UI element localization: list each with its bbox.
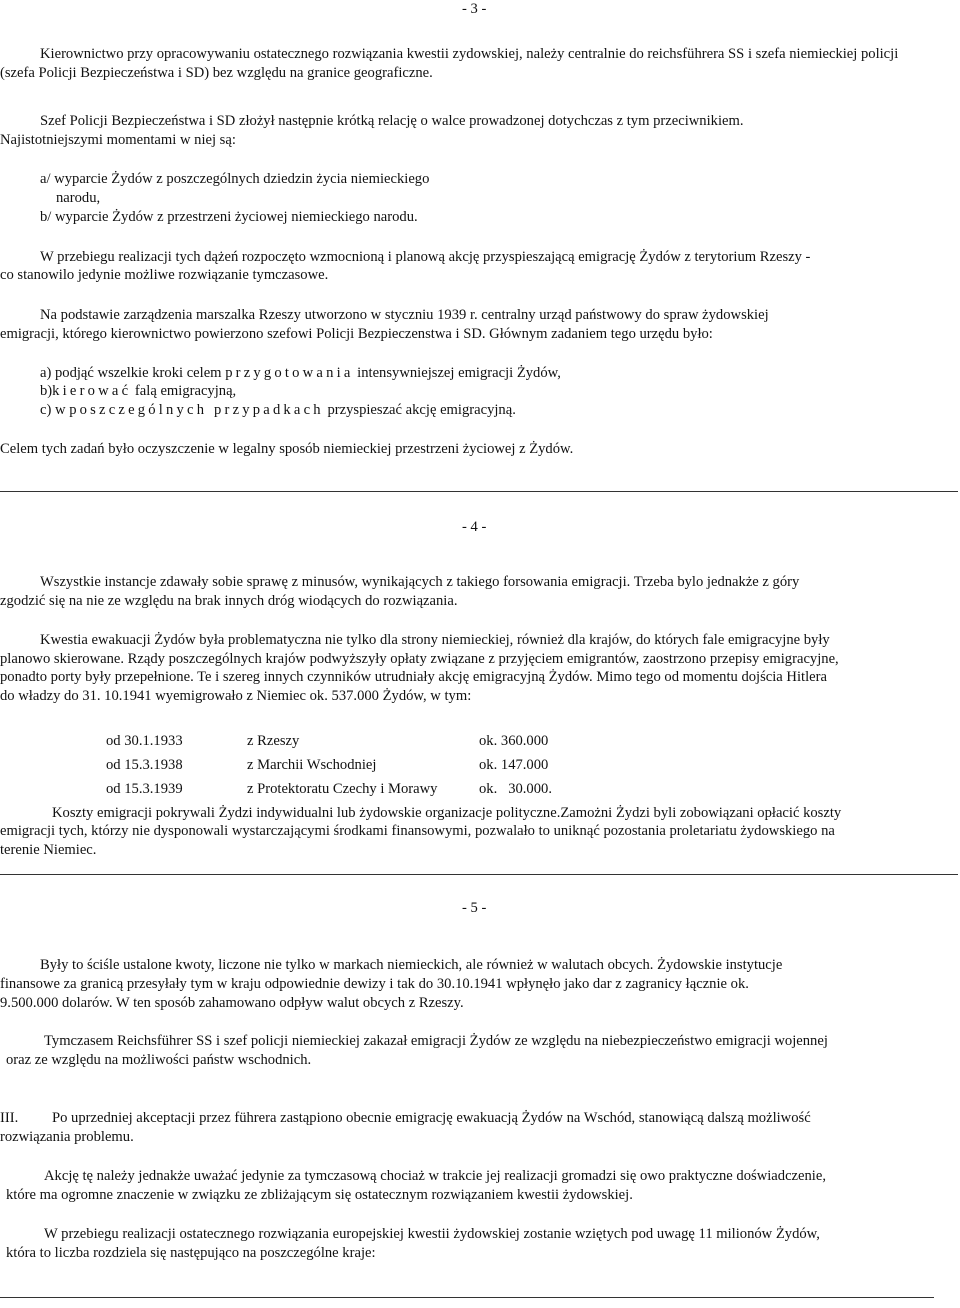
- p3-task-a-post: intensywniejszej emigracji Żydów,: [357, 365, 561, 381]
- emigration-count: ok. 30.000.: [479, 781, 552, 797]
- emigration-date: od 30.1.1933: [106, 733, 183, 749]
- p4-paragraph-3-line-1: Koszty emigracji pokrywali Żydzi indywidualni lub żydowskie organizacje polityczne.Zamożni Żydzi byli zobowiązani opłacić koszty: [52, 805, 842, 821]
- p4-paragraph-1-line-2: zgodzić się na nie ze względu na brak innych dróg wiodących do rozwiązania.: [0, 593, 458, 609]
- p5-paragraph-5-line-2: która to liczba rozdziela się następująco na poszczególne kraje:: [6, 1245, 376, 1261]
- p3-task-a: [40, 364, 561, 383]
- p4-paragraph-2-line-1: Kwestia ewakuacji Żydów była problematyczna nie tylko dla strony niemieckiej, również dla krajów, do których fale emigracyjne były: [40, 632, 830, 648]
- p3-paragraph-2-line-2: Najistotniejszymi momentami w niej są:: [0, 132, 236, 148]
- p3-list-item-a-cont: narodu,: [56, 190, 101, 206]
- p3-list-item-b: b/ wyparcie Żydów z przestrzeni życiowej niemieckiego narodu.: [40, 209, 418, 225]
- p3-task-c: [40, 401, 516, 420]
- p3-paragraph-4-line-2: emigracji, którego kierownictwo powierzono szefowi Policji Bezpieczenstwa i SD. Głównym zadaniem tego urzędu było:: [0, 326, 713, 342]
- emigration-origin: z Marchii Wschodniej: [247, 757, 377, 773]
- p3-task-b-spaced: kierować: [52, 383, 132, 399]
- p3-paragraph-3-line-2: co stanowilo jedynie możliwe rozwiązanie tymczasowe.: [0, 267, 329, 283]
- p5-paragraph-1-line-1: Były to ściśle ustalone kwoty, liczone nie tylko w markach niemieckich, ale również w walutach obcych. Żydowskie instytucje: [40, 957, 783, 973]
- p5-paragraph-3-line-1: Po uprzedniej akceptacji przez führera zastąpiono obecnie emigrację ewakuacją Żydów na Wschód, stanowiącą dalszą możliwość: [52, 1110, 811, 1126]
- p3-task-b: [40, 382, 236, 401]
- p3-task-a-spaced: przygotowania: [225, 365, 354, 381]
- p3-task-c-pre: c) w: [40, 402, 66, 418]
- p5-paragraph-2-line-2: oraz ze względu na możliwości państw wschodnich.: [6, 1052, 312, 1068]
- p3-task-a-pre: a) podjąć wszelkie kroki celem: [40, 365, 222, 381]
- p3-task-b-pre: b): [40, 383, 53, 399]
- p3-paragraph-1: Kierownictwo przy opracowywaniu ostatecznego rozwiązania kwestii zydowskiej, należy centralnie do reichsführera SS i szefa niemieckiej policji (szefa Policji Bezpieczeństwa i SD) bez względu na granice geograficzne.: [0, 46, 899, 81]
- p3-paragraph-3-line-1: W przebiegu realizacji tych dążeń rozpoczęto wzmocnioną i planową akcję przyspieszającą emigrację Żydów z terytorium Rzeszy -: [40, 249, 811, 265]
- p5-paragraph-4-line-1: Akcję tę należy jednakże uważać jedynie za tymczasową chociaż w trakcie jej realizacji gromadzi się owo praktyczne doświadczenie,: [44, 1168, 826, 1184]
- p3-paragraph-5: Celem tych zadań było oczyszczenie w legalny sposób niemieckiej przestrzeni życiowej z Żydów.: [0, 441, 574, 457]
- p4-paragraph-1-line-1: Wszystkie instancje zdawały sobie sprawę z minusów, wynikających z takiego forsowania emigracji. Trzeba bylo jednakże z góry: [40, 574, 800, 590]
- p3-task-c-spaced: poszczególnych przypadkach: [69, 402, 324, 418]
- p4-paragraph-3-line-3: terenie Niemiec.: [0, 842, 97, 858]
- emigration-row: [0, 732, 960, 751]
- section-number: III.: [0, 1110, 19, 1126]
- p5-paragraph-2-line-1: Tymczasem Reichsführer SS i szef policji niemieckiej zakazał emigracji Żydów ze względu na niebezpieczeństwo emigracji wojennej: [44, 1033, 828, 1049]
- page-divider: [0, 874, 958, 875]
- p3-paragraph-4-line-1: Na podstawie zarządzenia marszalka Rzeszy utworzono w styczniu 1939 r. centralny urząd państwowy do spraw żydowskiej: [40, 307, 769, 323]
- p5-paragraph-4-line-2: które ma ogromne znaczenie w związku ze zbliżającym się ostatecznym rozwiązaniem kwestii żydowskiej.: [6, 1187, 633, 1203]
- p5-paragraph-3-line-2: rozwiązania problemu.: [0, 1129, 134, 1145]
- emigration-count: ok. 147.000: [479, 757, 549, 773]
- p3-list-item-a: a/ wyparcie Żydów z poszczególnych dziedzin życia niemieckiego: [40, 171, 430, 187]
- p4-paragraph-2-line-4: do władzy do 31. 10.1941 wyemigrowało z Niemiec ok. 537.000 Żydów, w tym:: [0, 688, 472, 704]
- p4-paragraph-2-line-2: planowo skierowane. Rządy poszczególnych krajów podwyższyły opłaty związane z przyjęciem emigrantów, zaostrzono przepisy emigracyjne,: [0, 651, 839, 667]
- p5-paragraph-1-line-3: 9.500.000 dolarów. W ten sposób zahamowano odpływ walut obcych z Rzeszy.: [0, 995, 464, 1011]
- page-divider: [0, 491, 958, 492]
- p4-paragraph-3-line-2: emigracji tych, którzy nie dysponowali wystarczającymi środkami finansowymi, pozwalało to uniknąć pozostania proletariatu żydowskiego na: [0, 823, 835, 839]
- emigration-date: od 15.3.1938: [106, 757, 183, 773]
- page-number-4: - 4 -: [462, 519, 487, 535]
- emigration-row: [0, 780, 960, 799]
- page-number-5: - 5 -: [462, 900, 487, 916]
- emigration-date: od 15.3.1939: [106, 781, 183, 797]
- p3-task-b-post: falą emigracyjną,: [134, 383, 237, 399]
- p3-task-c-post: przyspieszać akcję emigracyjną.: [327, 402, 516, 418]
- p5-paragraph-1-line-2: finansowe za granicą przesyłały tym w kraju odpowiednie dewizy i tak do 30.10.1941 wpłynęło jako dar z zagranicy łącznie ok.: [0, 976, 749, 992]
- page-number-3: - 3 -: [462, 1, 487, 17]
- emigration-count: ok. 360.000: [479, 733, 549, 749]
- emigration-origin: z Rzeszy: [247, 733, 300, 749]
- p4-paragraph-2-line-3: ponadto porty były przepełnione. Te i szereg innych czynników utrudniały akcję emigracyjną Żydów. Mimo tego od momentu dojścia Hitlera: [0, 669, 827, 685]
- page-divider: [0, 1297, 934, 1298]
- emigration-row: [0, 756, 960, 775]
- p3-paragraph-2-line-1: Szef Policji Bezpieczeństwa i SD złożył następnie krótką relację o walce prowadzonej dotychczas z tym przeciwnikiem.: [40, 113, 744, 129]
- p5-paragraph-5-line-1: W przebiegu realizacji ostatecznego rozwiązania europejskiej kwestii żydowskiej zostanie wziętych pod uwagę 11 milionów Żydów,: [44, 1226, 820, 1242]
- emigration-origin: z Protektoratu Czechy i Morawy: [247, 781, 438, 797]
